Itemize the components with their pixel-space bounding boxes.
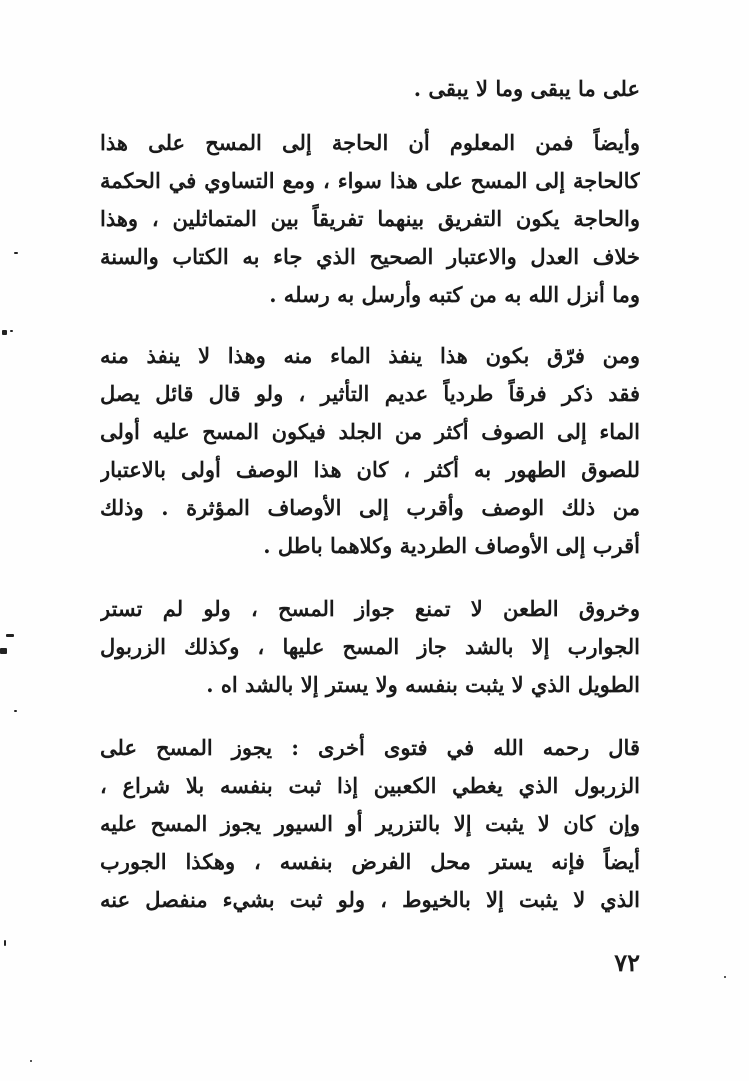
text-line: الماء إلى الصوف أكثر من الجلد فيكون المسح عليه أولى xyxy=(100,419,640,444)
text-line: الجوارب إلا بالشد جاز المسح عليها ، وكذلك الزربول xyxy=(100,634,640,659)
page-number: ٧٢ xyxy=(614,948,640,977)
scan-speck xyxy=(14,252,18,254)
scan-speck xyxy=(2,330,7,335)
text-line: من ذلك الوصف وأقرب إلى الأوصاف المؤثرة . وذلك xyxy=(100,495,640,520)
text-line: خلاف العدل والاعتبار الصحيح الذي جاء به الكتاب والسنة xyxy=(100,244,640,269)
text-line: أقرب إلى الأوصاف الطردية وكلاهما باطل . xyxy=(263,533,640,558)
opening-line xyxy=(100,70,640,108)
text-line: الزربول الذي يغطي الكعبين إذا ثبت بنفسه بلا شراع ، xyxy=(100,773,640,798)
scan-speck xyxy=(10,330,13,332)
scan-speck xyxy=(14,710,17,712)
text-line: الذي لا يثبت إلا بالخيوط ، ولو ثبت بشيء منفصل عنه xyxy=(100,887,640,912)
text-line: وإن كان لا يثبت إلا بالتزرير أو السيور يجوز المسح عليه xyxy=(100,811,640,836)
text-line: وما أنزل الله به من كتبه وأرسل به رسله . xyxy=(269,282,640,307)
text-line: قال رحمه الله في فتوى أخرى : يجوز المسح على xyxy=(100,735,640,760)
paragraph-3 xyxy=(100,590,640,704)
text-line: ومن فرّق بكون هذا ينفذ الماء منه وهذا لا ينفذ منه xyxy=(100,343,640,368)
scan-speck xyxy=(30,1060,32,1062)
paragraph-1 xyxy=(100,124,640,314)
scan-speck xyxy=(0,648,7,654)
text-line: فقد ذكر فرقاً طردياً عديم التأثير ، ولو قال قائل يصل xyxy=(100,381,640,406)
text-line: أيضاً فإنه يستر محل الفرض بنفسه ، وهكذا الجورب xyxy=(100,849,640,874)
text-line: كالحاجة إلى المسح على هذا سواء ، ومع التساوي في الحكمة xyxy=(100,168,640,193)
paragraph-4 xyxy=(100,729,640,919)
paragraph-2 xyxy=(100,337,640,565)
text-line: وأيضاً فمن المعلوم أن الحاجة إلى المسح على هذا xyxy=(100,130,640,155)
scan-speck xyxy=(724,976,726,978)
text-line: والحاجة يكون التفريق بينهما تفريقاً بين المتماثلين ، وهذا xyxy=(100,206,640,231)
text-line: للصوق الطهور به أكثر ، كان هذا الوصف أولى بالاعتبار xyxy=(100,457,640,482)
text-line: الطويل الذي لا يثبت بنفسه ولا يستر إلا بالشد اه . xyxy=(206,672,640,697)
scan-speck xyxy=(4,940,6,946)
text-line: على ما يبقى وما لا يبقى . xyxy=(413,76,640,101)
text-line: وخروق الطعن لا تمنع جواز المسح ، ولو لم تستر xyxy=(100,596,640,621)
scan-speck xyxy=(6,634,14,637)
